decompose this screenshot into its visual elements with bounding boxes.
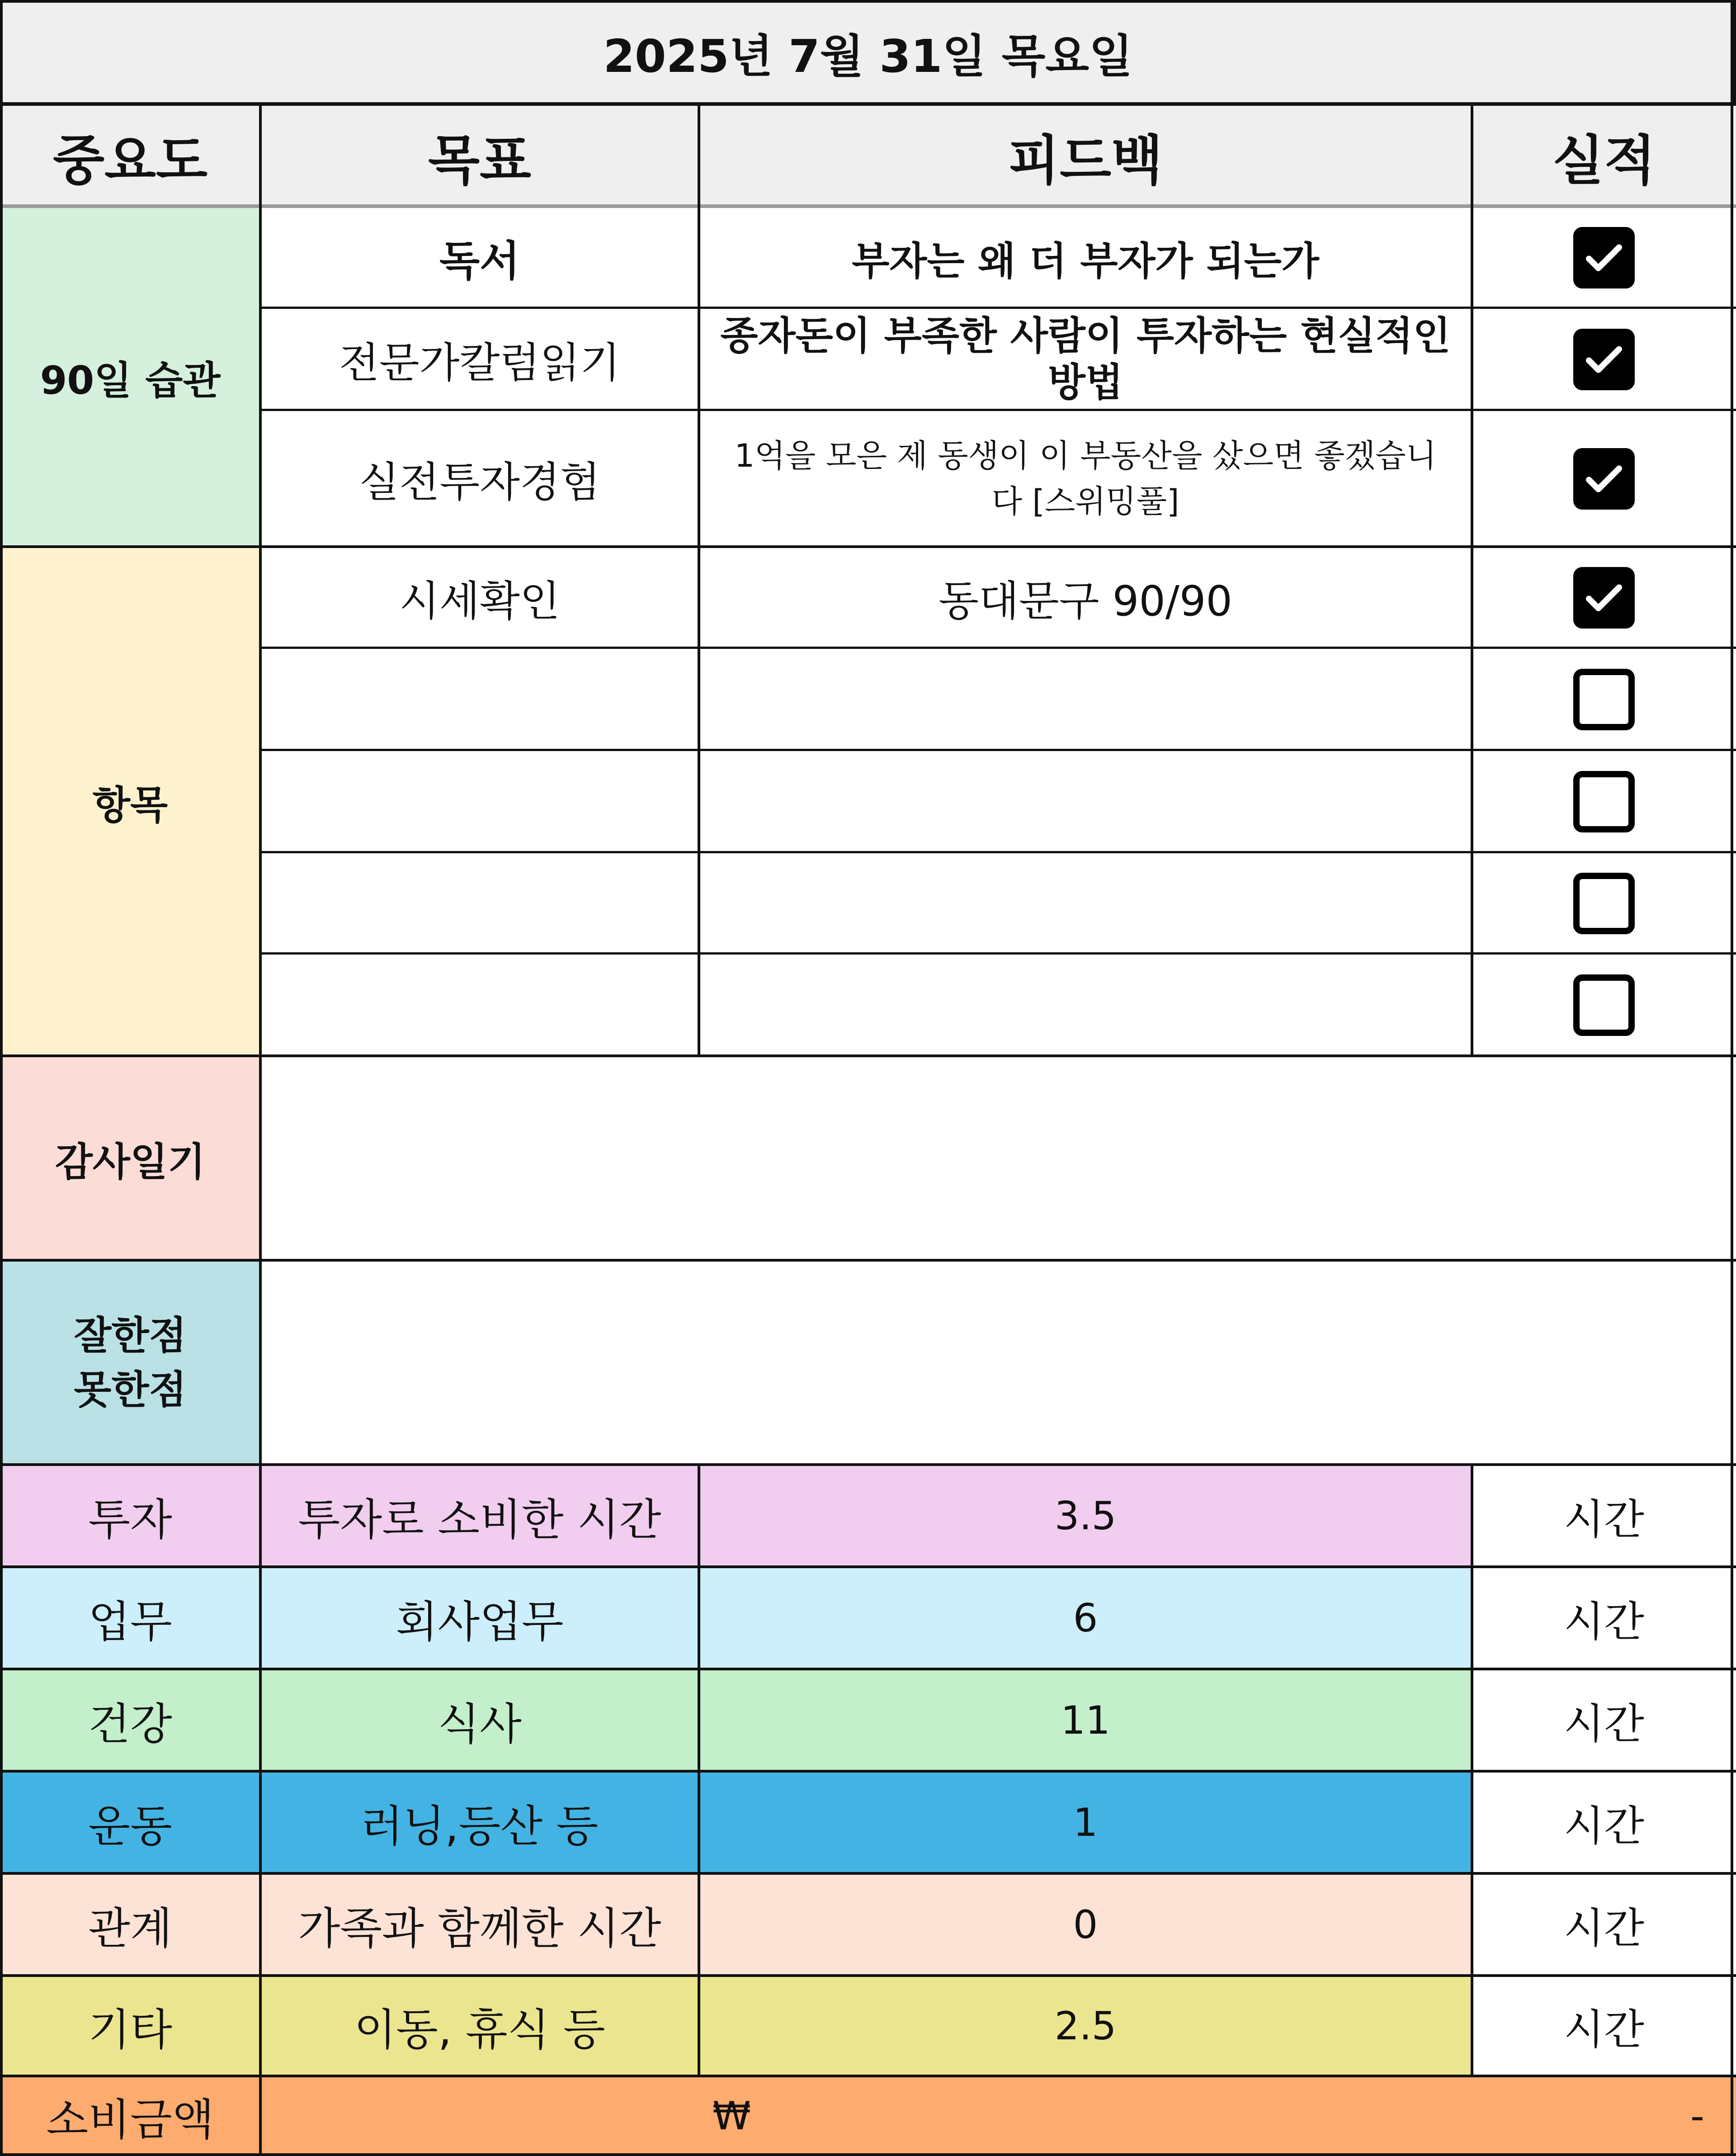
result-checkbox[interactable] [1573,227,1635,288]
page-title: 2025년 7월 31일 목요일 [603,30,1133,83]
result-checkbox[interactable] [1573,567,1635,629]
time-activity[interactable] [260,1669,699,1772]
currency-symbol: ₩ [712,2094,751,2139]
item-result-cell [1472,853,1736,954]
time-category[interactable] [0,1567,260,1669]
time-activity-label: 가족과 함께한 시간 [298,1903,661,1954]
time-value[interactable] [699,1669,1472,1772]
item-result-cell [1472,954,1736,1056]
time-value[interactable] [699,1874,1472,1976]
items-label: 항목 [92,783,168,828]
time-unit [1472,1976,1736,2076]
time-activity-label: 회사업무 [396,1596,564,1647]
habit-section-label[interactable] [0,207,260,547]
habit-feedback-text: 1억을 모은 제 동생이 이 부동산을 샀으면 좋겠습니다 [스위밍풀] [734,437,1437,520]
header-result[interactable] [1472,105,1736,207]
time-value[interactable] [699,1567,1472,1669]
title-cell[interactable] [0,0,1736,105]
habit-feedback-cell[interactable] [699,411,1472,547]
spending-amount: - [1690,2094,1704,2139]
item-feedback-cell[interactable] [699,853,1472,954]
time-category-label: 건강 [88,1698,172,1749]
habit-goal-text: 독서 [439,237,520,285]
gratitude-content[interactable] [260,1056,1736,1261]
grid-line [260,952,1736,955]
time-unit [1472,1669,1736,1772]
habit-result-cell [1472,411,1736,547]
time-unit-text: 시간 [1564,1802,1644,1850]
item-feedback-cell[interactable] [699,547,1472,648]
grid-line [0,0,1736,3]
header-feedback-label: 피드백 [1008,129,1163,192]
grid-line [260,409,1736,411]
time-category[interactable] [0,1874,260,1976]
time-value[interactable] [699,1772,1472,1874]
time-value[interactable] [699,1465,1472,1567]
item-goal-cell[interactable] [260,648,699,751]
grid-line [260,647,1736,649]
time-unit [1472,1567,1736,1669]
spending-amount-cell[interactable] [260,2076,1736,2156]
time-unit-text: 시간 [1564,2005,1644,2054]
header-feedback[interactable] [699,105,1472,207]
time-category-label: 기타 [88,2004,172,2055]
time-category[interactable] [0,1465,260,1567]
time-activity-label: 투자로 소비한 시간 [298,1494,661,1545]
time-activity-label: 러닝,등산 등 [361,1801,599,1852]
time-value-text: 11 [1061,1698,1110,1743]
item-goal-cell[interactable] [260,853,699,954]
habit-goal-cell[interactable] [260,308,699,411]
time-unit-text: 시간 [1564,1598,1644,1646]
result-checkbox[interactable] [1573,669,1635,730]
habit-feedback-text: 부자는 왜 더 부자가 되는가 [852,239,1319,284]
item-goal-cell[interactable] [260,954,699,1056]
habit-goal-text: 실전투자경험 [359,458,600,506]
item-goal-text: 시세확인 [399,577,560,625]
grid-line [1731,0,1733,2156]
grid-line [1471,1464,1473,2076]
item-result-cell [1472,547,1736,648]
time-unit [1472,1772,1736,1874]
habit-result-cell [1472,207,1736,308]
result-checkbox[interactable] [1573,873,1635,934]
habit-goal-cell[interactable] [260,207,699,308]
time-activity-label: 이동, 휴식 등 [354,2004,605,2055]
grid-line [260,851,1736,853]
checkmark-icon [1581,337,1627,382]
habit-result-cell [1472,308,1736,411]
header-result-label: 실적 [1552,129,1656,192]
spending-label: 소비금액 [46,2094,214,2145]
time-value[interactable] [699,1976,1472,2076]
time-unit-text: 시간 [1564,1700,1644,1748]
grid-line [698,104,700,1056]
checkmark-icon [1581,235,1627,280]
grid-line [259,104,262,2156]
grid-line [260,307,1736,309]
item-feedback-cell[interactable] [699,648,1472,751]
time-category-label: 운동 [88,1801,172,1852]
time-unit-text: 시간 [1564,1495,1644,1544]
spending-label-cell[interactable] [0,2076,260,2156]
habit-goal-text: 전문가칼럼읽기 [339,339,621,387]
item-result-cell [1472,648,1736,751]
header-importance[interactable] [0,105,260,207]
item-feedback-cell[interactable] [699,751,1472,853]
time-category[interactable] [0,1772,260,1874]
time-activity[interactable] [260,1976,699,2076]
checkmark-icon [1581,575,1627,620]
review-section-label[interactable] [0,1261,260,1465]
time-activity[interactable] [260,1465,699,1567]
item-goal-cell[interactable] [260,547,699,648]
time-category-label: 관계 [88,1903,172,1954]
time-category-label: 업무 [88,1596,172,1647]
item-feedback-cell[interactable] [699,954,1472,1056]
time-category-label: 투자 [88,1494,172,1545]
time-value-text: 1 [1073,1800,1098,1845]
grid-line [698,1464,700,2076]
item-feedback-text: 동대문구 90/90 [939,577,1232,625]
item-goal-cell[interactable] [260,751,699,853]
habit-label: 90일 습관 [40,358,221,403]
header-importance-label: 중요도 [53,129,208,192]
habit-feedback-text: 종자돈이 부족한 사람이 투자하는 현실적인 방법 [720,313,1451,405]
result-checkbox[interactable] [1573,329,1635,390]
time-activity[interactable] [260,1874,699,1976]
time-unit [1472,1874,1736,1976]
items-section-label[interactable] [0,547,260,1056]
review-label-good: 잘한점 [74,1313,187,1358]
time-value-text: 6 [1073,1596,1098,1641]
grid-line [260,749,1736,751]
habit-feedback-cell[interactable] [699,207,1472,308]
review-content[interactable] [260,1261,1736,1465]
time-unit [1472,1465,1736,1567]
header-goal-label: 목표 [428,129,531,192]
grid-line [1471,104,1473,1056]
time-unit-text: 시간 [1564,1904,1644,1953]
time-value-text: 0 [1073,1902,1098,1948]
result-checkbox[interactable] [1573,771,1635,832]
time-value-text: 2.5 [1054,2004,1117,2049]
review-label-bad: 못한점 [74,1367,187,1413]
time-value-text: 3.5 [1054,1494,1117,1539]
time-activity[interactable] [260,1772,699,1874]
gratitude-label: 감사일기 [55,1139,206,1185]
header-goal[interactable] [260,105,699,207]
time-category[interactable] [0,1976,260,2076]
habit-goal-cell[interactable] [260,411,699,547]
time-activity-label: 식사 [438,1698,522,1749]
time-activity[interactable] [260,1567,699,1669]
result-checkbox[interactable] [1573,448,1635,510]
gratitude-section-label[interactable] [0,1056,260,1261]
habit-feedback-cell[interactable] [699,308,1472,411]
result-checkbox[interactable] [1573,974,1635,1036]
item-result-cell [1472,751,1736,853]
grid-line [0,0,3,2156]
checkmark-icon [1581,456,1627,501]
time-category[interactable] [0,1669,260,1772]
